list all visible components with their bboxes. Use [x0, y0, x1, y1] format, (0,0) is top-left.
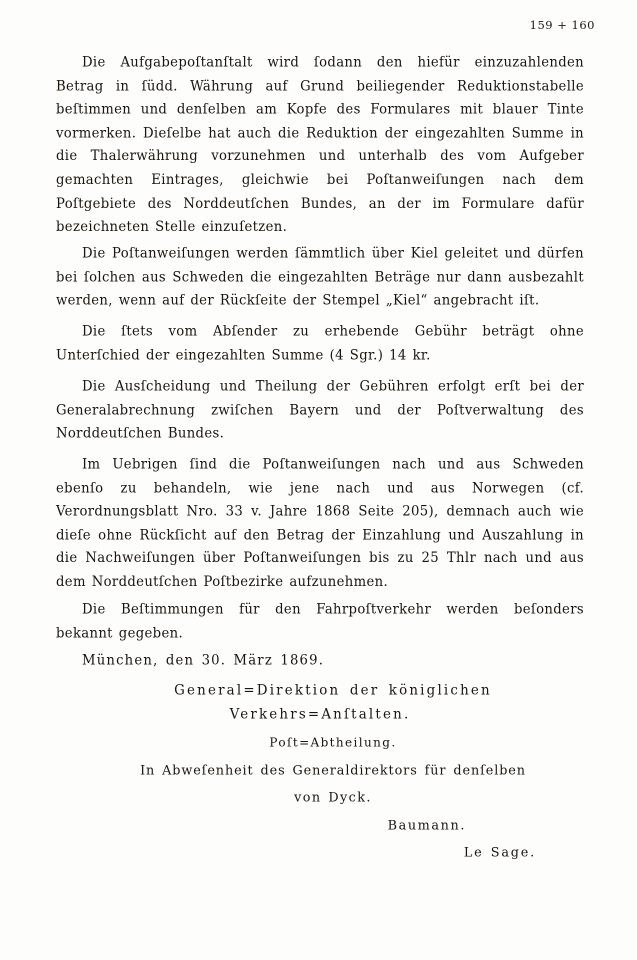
signer-le-sage: Le Sage.: [463, 844, 536, 861]
page-number: 159 + 160: [529, 18, 595, 32]
issuing-authority: General=Direktion der königlichen Verkehrs=Anſtalten.: [174, 683, 492, 723]
paragraph-5: Im Uebrigen ſind die Poſtanweiſungen nach und aus Schweden ebenſo zu behandeln, wie jene nach und aus Norwegen (cf. Verordnungsblatt Nro. 33 v. Jahre 1868 Seite 205), demnach auch wie dieſe ohne Rückſicht auf den Betrag der Einzahlung und Auszahlung in die Nachweiſungen über Poſtanweiſungen bis zu 25 Thlr nach und aus dem Norddeutſchen Poſtbezirke aufzunehmen.: [56, 456, 584, 590]
signer-baumann: Baumann.: [387, 818, 466, 834]
document-body: [56, 52, 584, 864]
department-label: Poſt=Abtheilung.: [269, 735, 397, 751]
paragraph-6: Die Beſtimmungen für den Fahrpoſtverkehr werden beſonders bekannt gegeben.: [56, 602, 584, 642]
paragraph-2: Die Poſtanweiſungen werden ſämmtlich über Kiel geleitet und dürfen bei ſolchen aus Schweden die eingezahlten Beträge nur dann ausbezahlt werden, wenn auf der Rückſeite der Stempel „Kiel“ angebracht iſt.: [56, 245, 584, 309]
absence-note: In Abweſenheit des Generaldirektors für denſelben: [140, 763, 526, 779]
paragraph-1: Die Aufgabepoſtanſtalt wird ſodann den hiefür einzuzahlenden Betrag in ſüdd. Währung auf Grund beiliegender Reduktionstabelle beſtimmen und denſelben am Kopfe des Formulares mit blauer Tinte vormerken. Dieſelbe hat auch die Reduktion der eingezahlten Summe in die Thalerwährung vorzunehmen und unterhalb des vom Aufgeber gemachten Eintrages, gleichwie bei Poſtanweiſungen nach dem Poſtgebiete des Norddeutſchen Bundes, an der im Formulare dafür bezeichneten Stelle einzuſetzen.: [56, 55, 584, 236]
paragraph-4: Die Ausſcheidung und Theilung der Gebühren erfolgt erſt bei der Generalabrechnung zwiſchen Bayern und der Poſtverwaltung des Norddeutſchen Bundes.: [56, 378, 584, 442]
place-and-date: München, den 30. März 1869.: [82, 653, 325, 669]
paragraph-3: Die ſtets vom Abſender zu erhebende Gebühr beträgt ohne Unterſchied der eingezahlten Summe (4 Sgr.) 14 kr.: [56, 323, 584, 363]
signature-block: [56, 650, 584, 864]
signer-von-dyck: von Dyck.: [294, 789, 372, 806]
